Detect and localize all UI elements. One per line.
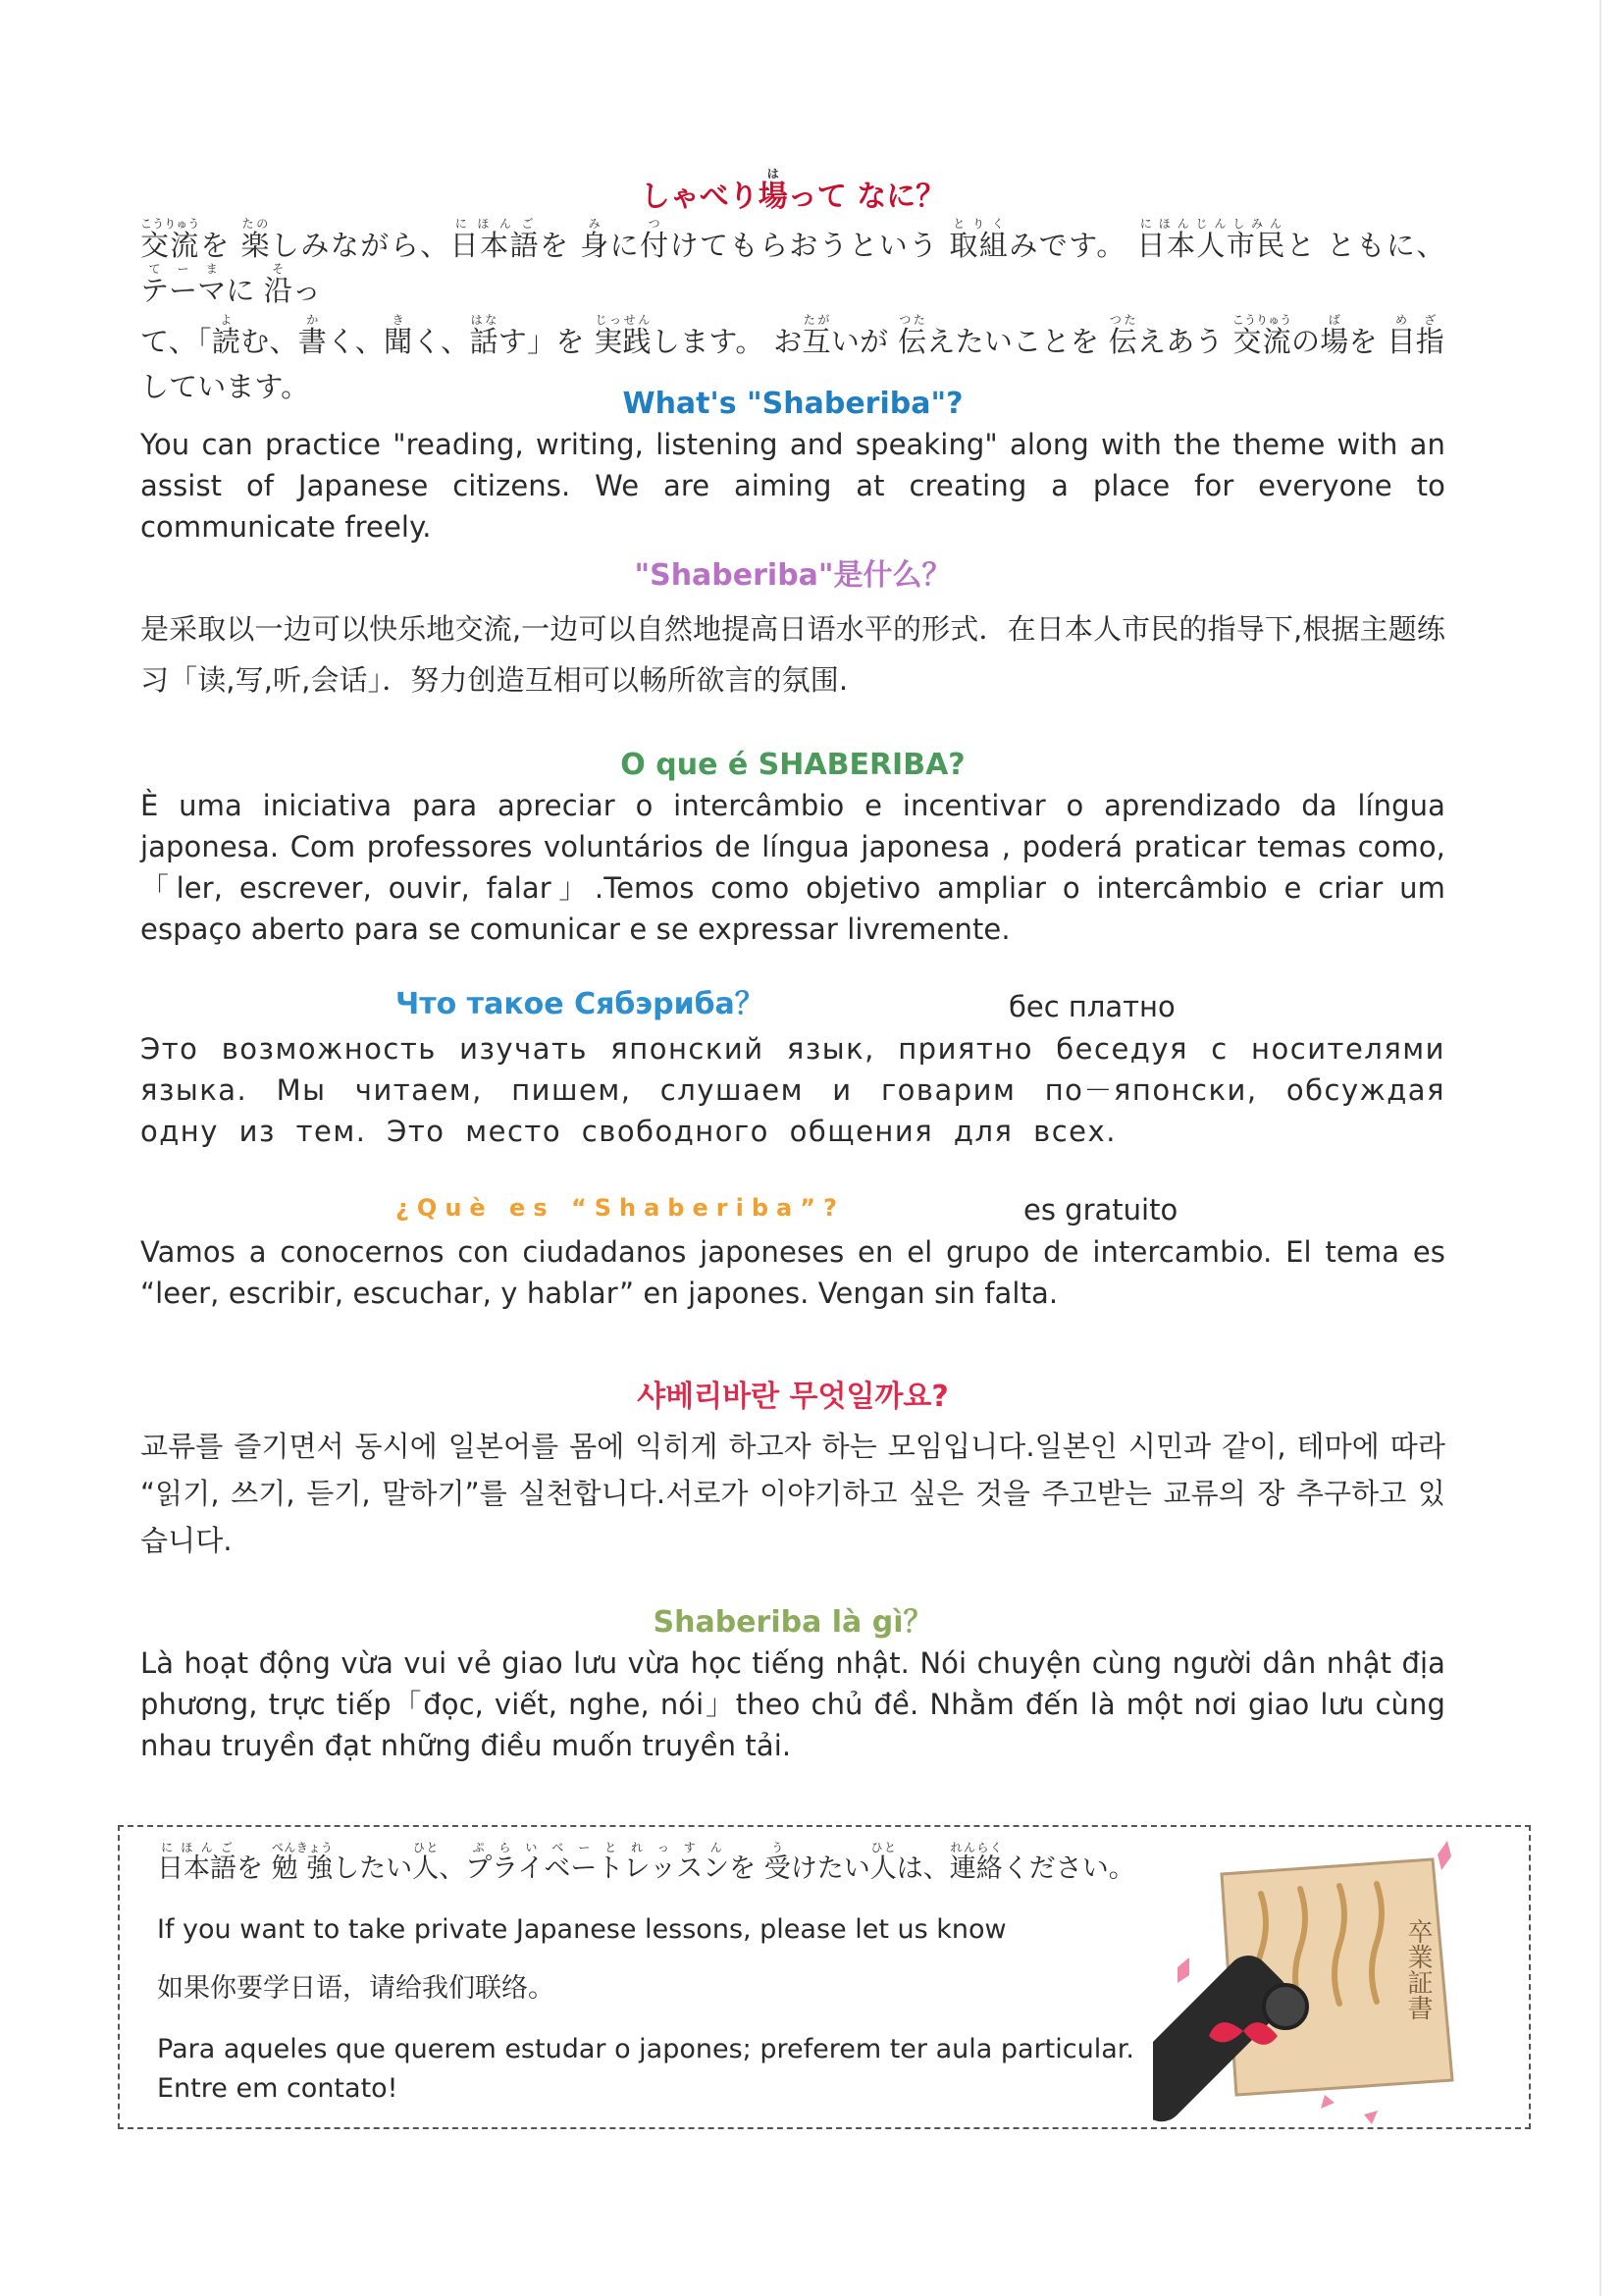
portuguese-body: È uma iniciativa para apreciar o intercâmbio e incentivar o aprendizado da língua japonesa. Com professores voluntários de língua japonesa , poderá praticar temas como,「ler, escrever, ouvir, falar」.Temos como objetivo ampliar o intercâmbio e criar um espaço aberto para se comunicar e se expressar livremente.: [140, 789, 1445, 946]
vietnamese-title: Shaberiba là gì？: [653, 1605, 933, 1640]
russian-free-label: бес платно: [1009, 990, 1176, 1023]
furigana-word: 話はな: [469, 313, 498, 358]
furigana-word: 勉 強べんきょう: [271, 1841, 334, 1884]
furigana-word: 実践じっせん: [594, 313, 652, 358]
furigana-word: 取組とりく: [949, 217, 1010, 262]
russian-title: Что такое Сябэриба？: [395, 987, 764, 1021]
section-spanish: [140, 1188, 1445, 1314]
section-japanese: [140, 167, 1445, 409]
title-ruby: 場は: [758, 167, 788, 214]
furigana-word: 受う: [763, 1841, 791, 1884]
furigana-word: 目指めざ: [1387, 313, 1444, 358]
furigana-word: 聞き: [384, 313, 413, 358]
box-portuguese-line-2: Entre em contato!: [157, 2073, 398, 2104]
english-body: You can practice "reading, writing, listening and speaking" along with the theme with an assist of Japanese citizens. We are aiming at creating a place for everyone to communicate freely.: [140, 428, 1445, 544]
spanish-title-row: [140, 1188, 1445, 1231]
furigana-word: 伝つた: [898, 313, 927, 358]
graduation-certificate-illustration: [1153, 1835, 1477, 2129]
furigana-word: 日本語にほんご: [449, 217, 541, 262]
furigana-word: 交流こうりゅう: [1231, 313, 1292, 358]
furigana-word: 日本語にほんご: [157, 1841, 236, 1884]
russian-body: Это возможность изучать японский язык, приятно беседуя с носителями языка. Мы читаем, пишем, слушаем и говарим по－японски, обсуждая одну из тем. Это место свободного общения для всех.: [140, 1032, 1445, 1148]
box-chinese-line: 如果你要学日语，请给我们联络。: [157, 1973, 554, 2004]
japanese-line-2: て、「読よむ、書かく、聞きく、話はなす」を 実践じっせんします。 お互たがいが 伝つたえたいことを 伝つたえあう 交流こうりゅうの場ばを 目指めざしています。: [140, 313, 1444, 403]
certificate-label: 卒業証書: [1403, 1918, 1433, 2020]
furigana-word: 楽たの: [240, 217, 271, 262]
furigana-word: 互たが: [802, 313, 831, 358]
page-edge: [1599, 0, 1601, 2296]
section-russian: [140, 985, 1445, 1152]
furigana-word: 身み: [580, 217, 610, 262]
japanese-title: しゃべり場はって なに？: [640, 167, 946, 214]
furigana-word: 人ひと: [412, 1841, 440, 1884]
furigana-word: プライベートレッスンぷらいべーとれっすん: [465, 1841, 730, 1884]
furigana-word: 場ば: [1320, 313, 1349, 358]
section-vietnamese: [140, 1603, 1445, 1766]
furigana-word: 読よ: [211, 313, 241, 358]
furigana-word: 伝つた: [1108, 313, 1137, 358]
korean-body: 교류를 즐기면서 동시에 일본어를 몸에 익히게 하고자 하는 모임입니다.일본인 시민과 같이, 테마에 따라 “읽기, 쓰기, 듣기, 말하기”를 실천합니다.서로가 이야기하고 싶은 것을 주고받는 교류의 장 추구하고 있습니다.: [140, 1430, 1445, 1557]
english-title: What's "Shaberiba"?: [622, 387, 964, 421]
japanese-line-1: 交流こうりゅうを 楽たのしみながら、日本語にほんごを 身みに付つけてもらおうという 取組とりくみです。 日本人市民にほんじんしみんと ともに、テーマてーまに 沿そっ: [140, 217, 1445, 307]
furigana-word: テーマてーま: [140, 262, 227, 307]
korean-title: 샤베리바란 무엇일까요?: [637, 1380, 949, 1414]
section-korean: [140, 1378, 1445, 1564]
box-japanese-line: 日本語にほんごを 勉 強べんきょうしたい人ひと、プライベートレッスンぷらいべーとれっすんを 受うけたい人ひとは、連絡れんらくください。: [157, 1841, 1135, 1884]
portuguese-title: O que é SHABERIBA?: [620, 748, 966, 782]
furigana-word: 書か: [297, 313, 328, 358]
furigana-word: 日本人市民にほんじんしみん: [1136, 217, 1286, 262]
spanish-free-label: es gratuito: [1023, 1193, 1178, 1226]
furigana-word: 付つ: [640, 217, 670, 262]
furigana-word: 人ひと: [869, 1841, 897, 1884]
spanish-title: ¿Què es “Shaberiba”?: [395, 1194, 845, 1222]
russian-title-row: [140, 985, 1445, 1028]
vietnamese-body: Là hoạt động vừa vui vẻ giao lưu vừa học tiếng nhật. Nói chuyện cùng người dân nhật địa phương, trực tiếp「đọc, viết, nghe, nói」theo chủ đề. Nhằm đến là một nơi giao lưu cùng nhau truyền đạt những điều muốn truyền tải.: [140, 1646, 1445, 1762]
box-english-line: If you want to take private Japanese lessons, please let us know: [157, 1914, 1007, 1945]
chinese-body: 是采取以一边可以快乐地交流,一边可以自然地提高日语水平的形式．在日本人市民的指导下,根据主题练习「读,写,听,会话」．努力创造互相可以畅所欲言的氛围.: [140, 612, 1445, 697]
furigana-word: 沿そ: [263, 262, 292, 307]
box-portuguese-line-1: Para aqueles que querem estudar o japones; preferem ter aula particular.: [157, 2034, 1134, 2064]
section-english: [140, 385, 1445, 548]
furigana-word: 交流こうりゅう: [140, 217, 200, 262]
chinese-title: "Shaberiba"是什么？: [634, 558, 952, 593]
furigana-word: 連絡れんらく: [949, 1841, 1003, 1884]
section-portuguese: [140, 746, 1445, 950]
spanish-body: Vamos a conocernos con ciudadanos japoneses en el grupo de intercambio. El tema es “leer, escribir, escuchar, y hablar” en japones. Vengan sin falta.: [140, 1235, 1445, 1310]
section-chinese: [140, 556, 1445, 705]
